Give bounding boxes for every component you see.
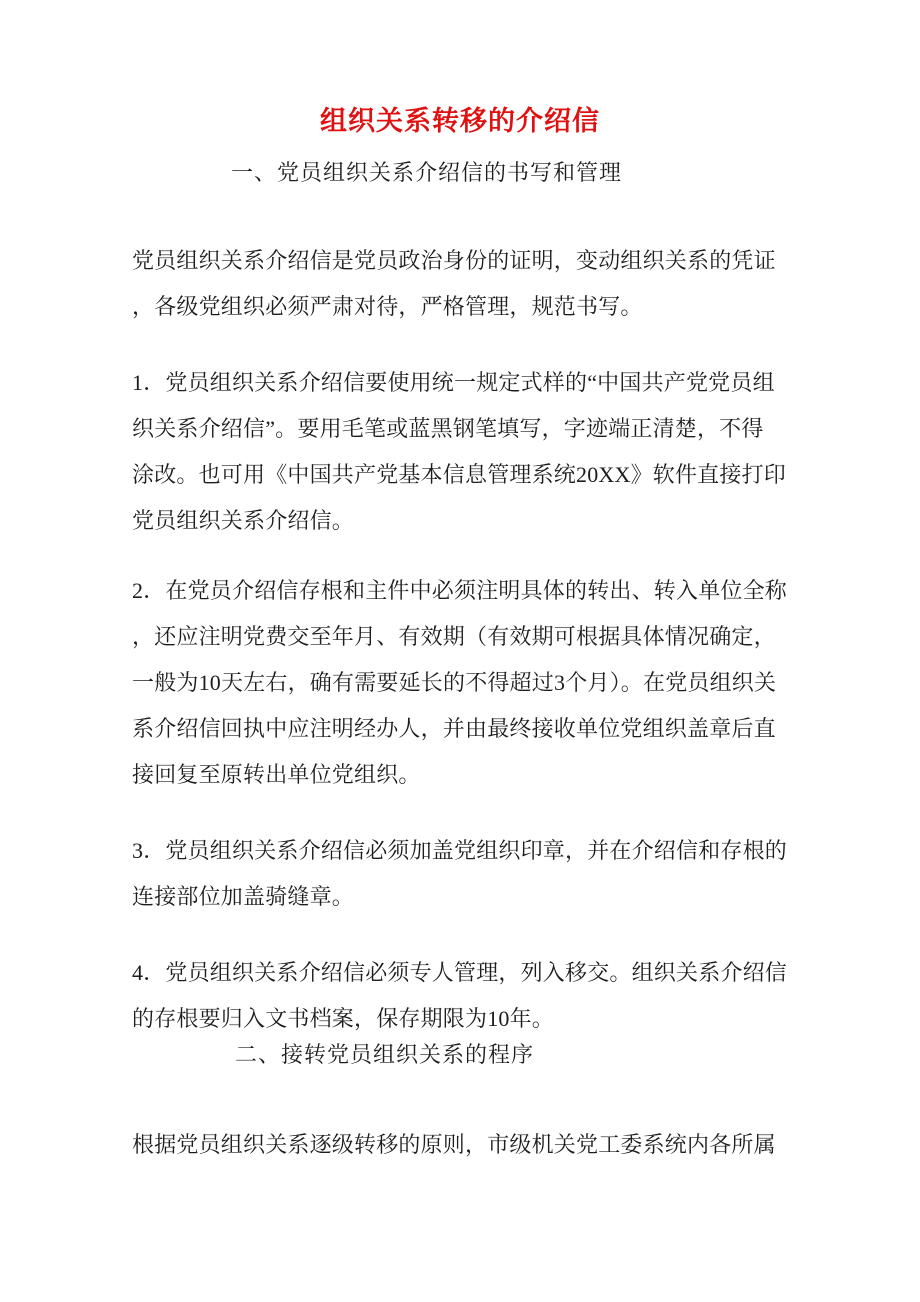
paragraph-item-4 bbox=[132, 950, 808, 1042]
section-heading-1: 一、党员组织关系介绍信的书写和管理 bbox=[231, 160, 623, 185]
text-line: 党员组织关系介绍信是党员政治身份的证明，变动组织关系的凭证 bbox=[132, 248, 776, 273]
text-line: 党员组织关系介绍信。 bbox=[132, 508, 355, 533]
document-title: 组织关系转移的介绍信 bbox=[320, 106, 600, 136]
text-line: 4．党员组织关系介绍信必须专人管理，列入移交。组织关系介绍信 bbox=[132, 960, 788, 985]
text-line: ，各级党组织必须严肃对待，严格管理，规范书写。 bbox=[132, 294, 643, 319]
paragraph-intro bbox=[132, 238, 808, 330]
text-line: 系介绍信回执中应注明经办人，并由最终接收单位党组织盖章后直 bbox=[132, 716, 776, 741]
text-line: 1．党员组织关系介绍信要使用统一规定式样的“中国共产党党员组 bbox=[132, 370, 775, 395]
text-line: 的存根要归入文书档案，保存期限为10年。 bbox=[132, 1006, 555, 1031]
text-line: 根据党员组织关系逐级转移的原则，市级机关党工委系统内各所属 bbox=[132, 1132, 776, 1157]
text-line: 织关系介绍信”。要用毛笔或蓝黑钢笔填写，字迹端正清楚，不得 bbox=[132, 416, 764, 441]
text-line: 一般为10天左右，确有需要延长的不得超过3个月）。在党员组织关 bbox=[132, 670, 777, 695]
paragraph-item-2 bbox=[132, 568, 808, 798]
paragraph-item-1 bbox=[132, 360, 808, 544]
paragraph-item-3 bbox=[132, 828, 808, 920]
text-line: 涂改。也可用《中国共产党基本信息管理系统20XX》软件直接打印 bbox=[132, 462, 786, 487]
text-line: 连接部位加盖骑缝章。 bbox=[132, 884, 355, 909]
paragraph-closing bbox=[132, 1122, 808, 1168]
text-line: 2．在党员介绍信存根和主件中必须注明具体的转出、转入单位全称 bbox=[132, 578, 788, 603]
section-heading-2: 二、接转党员组织关系的程序 bbox=[235, 1042, 535, 1067]
text-line: 3．党员组织关系介绍信必须加盖党组织印章，并在介绍信和存根的 bbox=[132, 838, 788, 863]
text-line: ，还应注明党费交至年月、有效期（有效期可根据具体情况确定， bbox=[132, 624, 776, 649]
text-line: 接回复至原转出单位党组织。 bbox=[132, 762, 421, 787]
